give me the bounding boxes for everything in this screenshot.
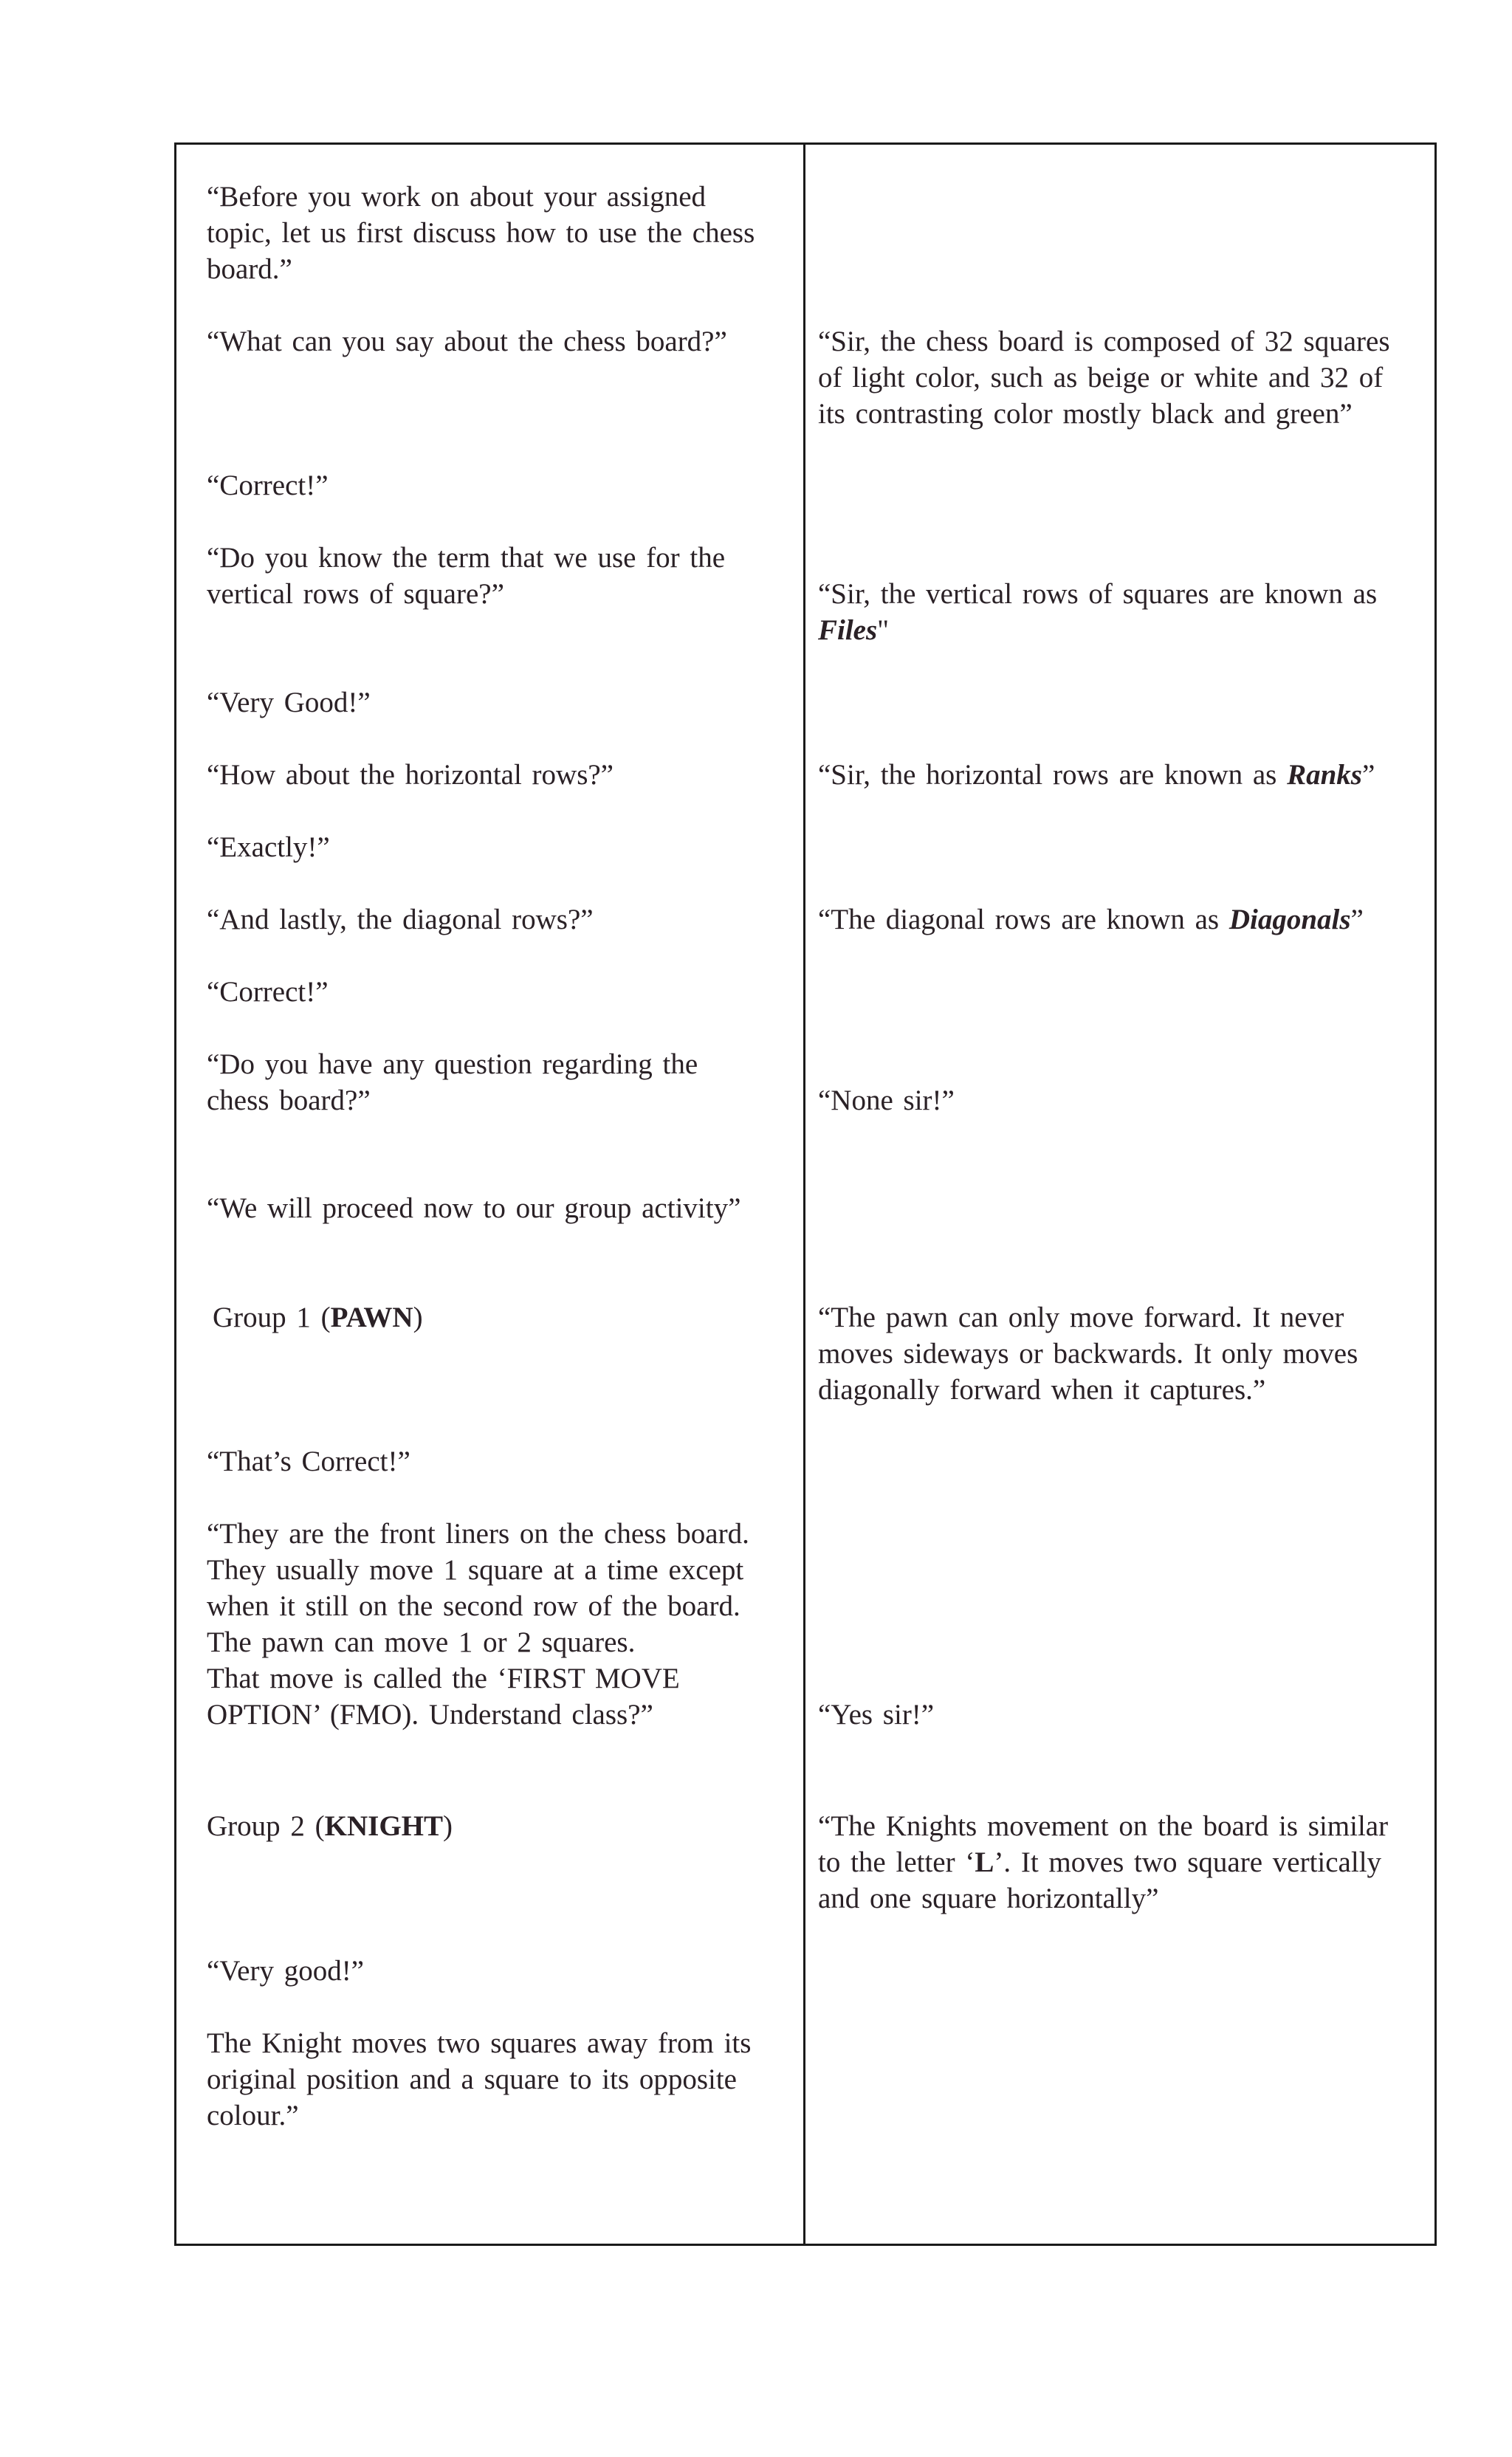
teacher-pawn-line5: That move is called the ‘FIRST MOVE <box>207 1663 680 1694</box>
student-board-line1: “Sir, the chess board is composed of 32 squares <box>818 326 1390 357</box>
group2-heading: Group 2 (KNIGHT) <box>207 1810 453 1842</box>
teacher-pawn-line2: They usually move 1 square at a time except <box>207 1554 744 1586</box>
teacher-knight-line3: colour.” <box>207 2100 299 2131</box>
teacher-question-board: “What can you say about the chess board?” <box>207 326 727 357</box>
teacher-knight-line1: The Knight moves two squares away from its <box>207 2027 752 2059</box>
student-knight-line2: to the letter ‘L’. It moves two square vertically <box>818 1846 1382 1878</box>
column-divider <box>803 142 805 2246</box>
teacher-thats-correct: “That’s Correct!” <box>207 1446 410 1477</box>
student-yes: “Yes sir!” <box>818 1699 935 1731</box>
student-knight-line3: and one square horizontally” <box>818 1883 1159 1914</box>
student-board-line3: its contrasting color mostly black and green” <box>818 398 1353 430</box>
teacher-question-vertical-line1: “Do you know the term that we use for the <box>207 542 726 574</box>
teacher-intro-line1: “Before you work on about your assigned <box>207 181 707 213</box>
student-files-line1: “Sir, the vertical rows of squares are known as <box>818 578 1378 610</box>
teacher-very-good-1: “Very Good!” <box>207 687 371 718</box>
group1-heading: Group 1 (PAWN) <box>213 1302 423 1333</box>
group1-name: PAWN <box>330 1302 413 1333</box>
teacher-pawn-line4: The pawn can move 1 or 2 squares. <box>207 1626 636 1658</box>
teacher-question-diagonal: “And lastly, the diagonal rows?” <box>207 904 594 935</box>
student-pawn-line1: “The pawn can only move forward. It never <box>818 1302 1344 1333</box>
knight-letter: L <box>975 1846 994 1878</box>
teacher-very-good-2: “Very good!” <box>207 1955 364 1987</box>
teacher-proceed: “We will proceed now to our group activity” <box>207 1192 741 1224</box>
group2-name: KNIGHT <box>324 1810 444 1842</box>
teacher-question-any-line2: chess board?” <box>207 1085 371 1116</box>
student-knight-line1: “The Knights movement on the board is similar <box>818 1810 1389 1842</box>
diagonals-term: Diagonals <box>1228 904 1351 935</box>
teacher-question-vertical-line2: vertical rows of square?” <box>207 578 504 610</box>
files-term: Files <box>818 614 878 646</box>
teacher-correct-2: “Correct!” <box>207 976 329 1008</box>
teacher-correct-1: “Correct!” <box>207 470 329 501</box>
student-ranks: “Sir, the horizontal rows are known as Ranks” <box>818 759 1375 791</box>
student-board-line2: of light color, such as beige or white and 32 of <box>818 362 1384 394</box>
teacher-pawn-line3: when it still on the second row of the board. <box>207 1590 740 1622</box>
teacher-pawn-line1: “They are the front liners on the chess board. <box>207 1518 749 1550</box>
ranks-term: Ranks <box>1287 759 1362 791</box>
teacher-question-any-line1: “Do you have any question regarding the <box>207 1048 698 1080</box>
student-none: “None sir!” <box>818 1085 955 1116</box>
student-pawn-line3: diagonally forward when it captures.” <box>818 1374 1266 1406</box>
student-diagonals: “The diagonal rows are known as Diagonals” <box>818 904 1364 935</box>
student-files-line2: Files" <box>818 614 890 646</box>
teacher-exactly: “Exactly!” <box>207 831 330 863</box>
teacher-intro-line3: board.” <box>207 253 292 285</box>
teacher-question-horizontal: “How about the horizontal rows?” <box>207 759 614 791</box>
teacher-intro-line2: topic, let us first discuss how to use the chess <box>207 217 755 249</box>
student-pawn-line2: moves sideways or backwards. It only moves <box>818 1338 1358 1370</box>
teacher-pawn-line6: OPTION’ (FMO). Understand class?” <box>207 1699 653 1731</box>
teacher-knight-line2: original position and a square to its opposite <box>207 2063 737 2095</box>
